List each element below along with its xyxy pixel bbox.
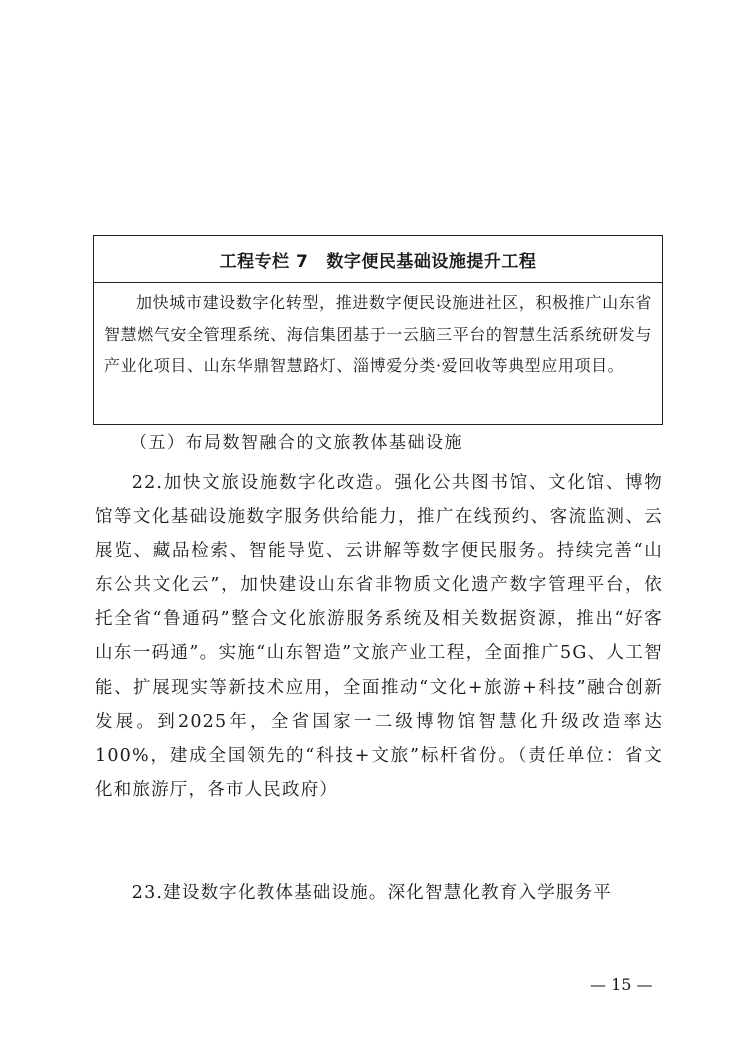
paragraph-22 [95, 466, 663, 807]
box-body-text: 加快城市建设数字化转型，推进数字便民设施进社区，积极推广山东省智慧燃气安全管理系统、海信集团基于一云脑三平台的智慧生活系统研发与产业化项目、山东华鼎智慧路灯、淄博爱分类·爱回收等典型应用项目。 [104, 293, 652, 375]
paragraph-22-lead: 22.加快文旅设施数字化改造。 [131, 473, 395, 493]
paragraph-23 [95, 876, 663, 910]
box-title-label: 工程专栏 7 [219, 251, 309, 272]
paragraph-22-text: 强化公共图书馆、文化馆、博物馆等文化基础设施数字服务供给能力，推广在线预约、客流监测、云展览、藏品检索、智能导览、云讲解等数字便民服务。持续完善“山东公共文化云”，加快建设山东省非物质文化遗产数字管理平台，依托全省“鲁通码”整合文化旅游服务系统及相关数据资源，推出“好客山东一码通”。实施“山东智造”文旅产业工程，全面推广5G、人工智能、扩展现实等新技术应用，全面推动“文化+旅游+科技”融合创新发展。到2025年，全省国家一二级博物馆智慧化升级改造率达100%，建成全国领先的“科技+文旅”标杆省份。（责任单位：省文化和旅游厅，各市人民政府） [95, 473, 663, 800]
page-number: — 15 — [590, 975, 653, 994]
paragraph-23-lead: 23.建设数字化教体基础设施。 [131, 883, 388, 903]
section-heading: （五）布局数智融合的文旅教体基础设施 [130, 433, 463, 453]
box-title-text: 数字便民基础设施提升工程 [326, 251, 537, 272]
paragraph-23-text: 深化智慧化教育入学服务平 [387, 883, 612, 903]
box-title [94, 236, 662, 283]
project-column-box [93, 235, 663, 425]
